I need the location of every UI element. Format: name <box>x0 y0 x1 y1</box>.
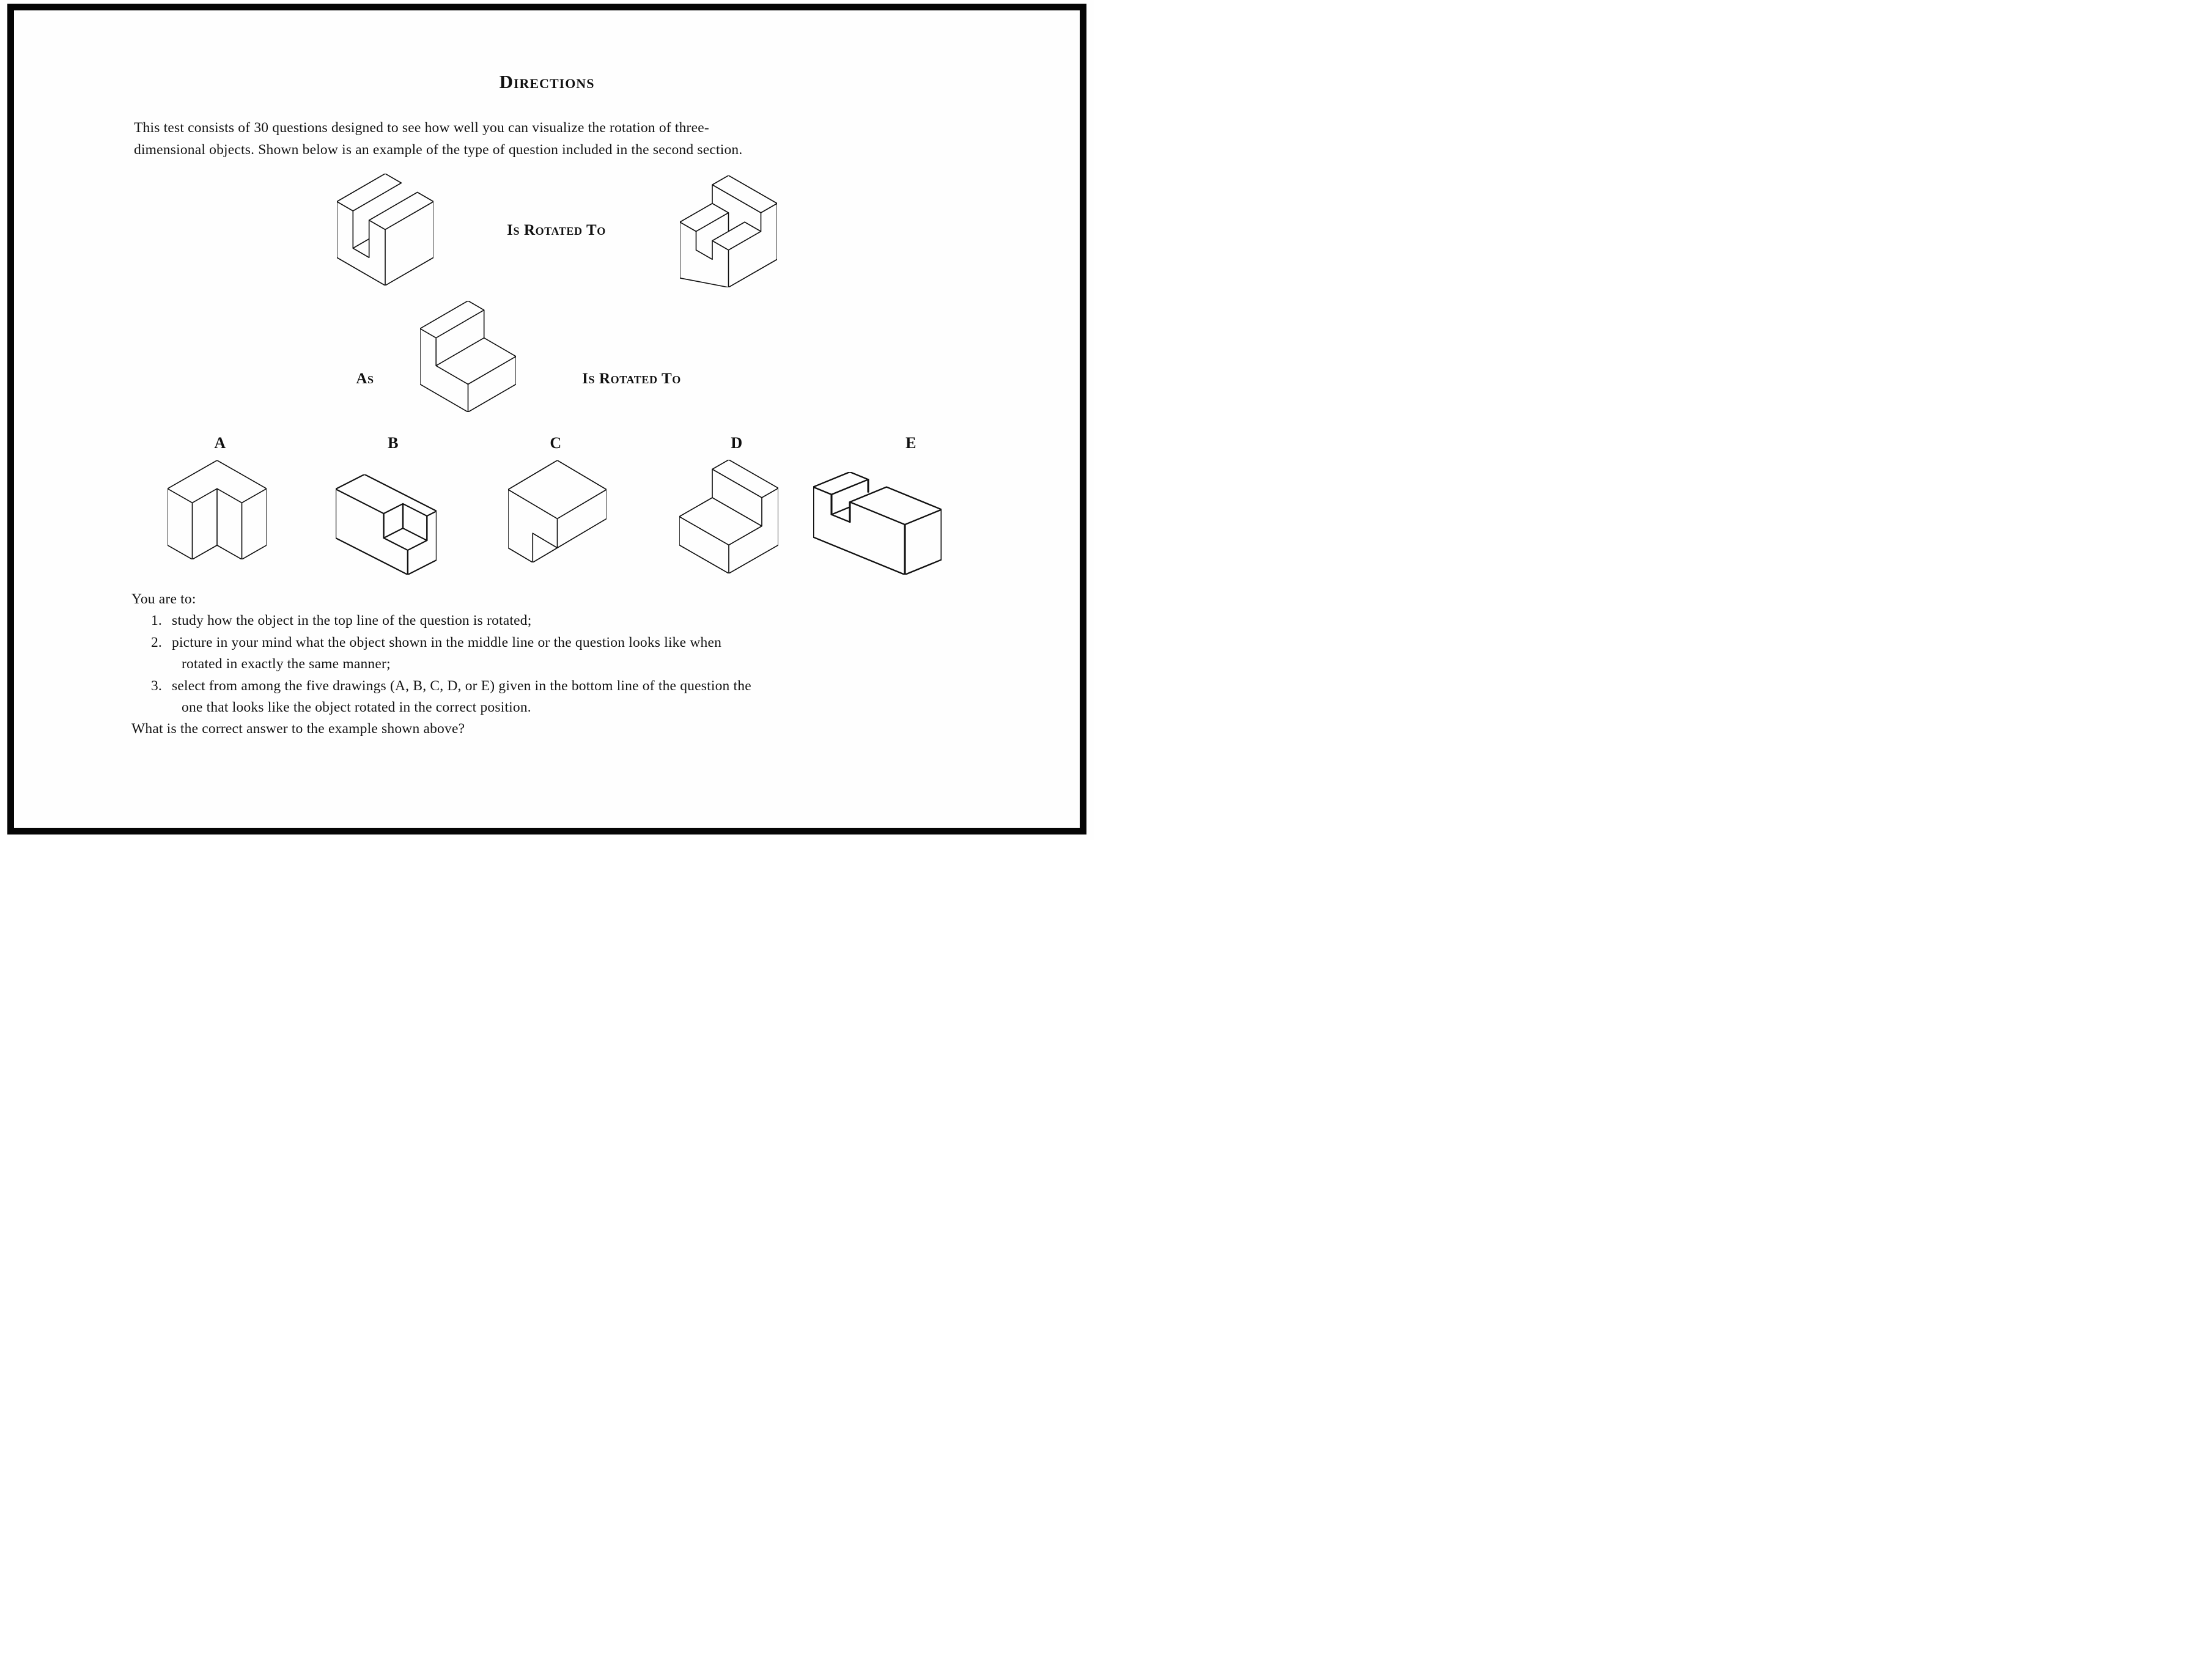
item-3-number: 3. <box>150 677 162 694</box>
item-2-number: 2. <box>150 634 162 650</box>
item-2-text: picture in your mind what the object shown in the middle line or the question looks like when <box>172 634 722 650</box>
intro-paragraph <box>134 117 990 161</box>
slotted-cube-rotated-outline <box>680 175 777 287</box>
option-b-label: B <box>388 434 399 452</box>
item-1-number: 1. <box>150 613 162 629</box>
item-2-text-wrap: rotated in exactly the same manner; <box>182 656 391 672</box>
page-title: Directions <box>499 71 595 92</box>
option-c-label: C <box>550 434 562 452</box>
option-a-label: A <box>214 434 226 452</box>
intro-line-2: dimensional objects. Shown below is an example of the type of question included in the second section. <box>134 141 743 158</box>
intro-line-1: This test consists of 30 questions designed to see how well you can visualize the rotation of three- <box>134 120 709 136</box>
figure-step-block <box>420 301 516 412</box>
figure-option-a-corner-block <box>168 460 267 559</box>
instruction-item-3 <box>131 676 1012 697</box>
instructions-lead: You are to: <box>131 591 196 607</box>
option-a-outline <box>168 460 267 559</box>
figure-slotted-cube <box>337 174 433 286</box>
figure-option-b-notched-box <box>336 474 437 575</box>
option-d-outline <box>679 460 778 573</box>
slotted-cube-outline <box>337 174 433 286</box>
relation-label-top: Is Rotated To <box>507 222 606 238</box>
instruction-item-2 <box>131 632 1012 654</box>
figure-slotted-cube-rotated <box>680 175 777 287</box>
test-directions-page <box>0 0 1094 840</box>
step-block-outline <box>420 301 516 412</box>
option-d-label: D <box>731 434 743 452</box>
option-e-label: E <box>905 434 916 452</box>
item-1-text: study how the object in the top line of the question is rotated; <box>172 613 532 629</box>
instructions-block <box>131 589 1012 740</box>
instruction-item-1 <box>131 610 1012 632</box>
figure-option-e-slotted-box <box>813 472 942 575</box>
as-label: As <box>356 370 374 387</box>
final-question: What is the correct answer to the example shown above? <box>131 721 465 737</box>
option-c-outline <box>508 460 607 562</box>
option-b-outline <box>336 474 437 575</box>
figure-option-d-step-block <box>679 460 778 573</box>
option-e-outline <box>813 472 942 575</box>
figure-option-c-undercut-box <box>508 460 607 562</box>
item-3-text-wrap: one that looks like the object rotated in the correct position. <box>182 699 531 716</box>
relation-label-middle: Is Rotated To <box>582 370 681 387</box>
item-3-text: select from among the five drawings (A, B, C, D, or E) given in the bottom line of the question the <box>172 677 751 694</box>
